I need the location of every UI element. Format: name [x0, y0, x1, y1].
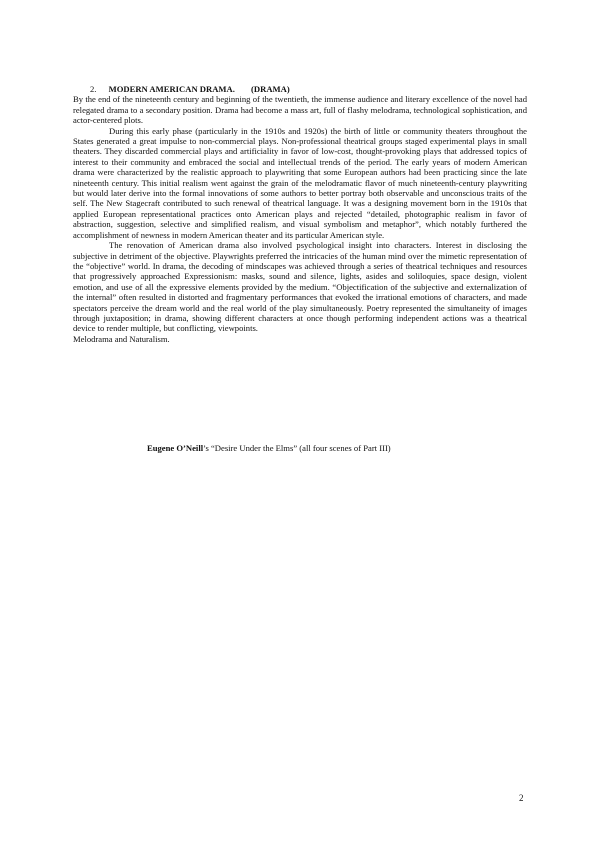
section-title: MODERN AMERICAN DRAMA.: [108, 84, 235, 94]
page-number: 2: [519, 793, 524, 803]
reading-author: Eugene O’Neill: [147, 443, 204, 453]
section-number: 2.: [90, 84, 97, 94]
document-body: [73, 84, 527, 344]
section-subtitle: (DRAMA): [251, 84, 290, 94]
section-heading: [90, 84, 527, 94]
closing-line: Melodrama and Naturalism.: [73, 333, 170, 344]
reading-title: ’s “Desire Under the Elms” (all four scenes of Part III): [203, 443, 391, 453]
paragraph-renovation: The renovation of American drama also involved psychological insight into characters. Interest in disclosing the subjective in detriment of the objective. Playwrights preferred the intricacies of the human mind over the mimetic representation of the “objective” world. In drama, the decoding of mindscapes was achieved through a series of theatrical techniques and resources that progressively approached Expressionism: masks, sound and silence, lights, asides and soliloquies, space design, violent emotion, and use of all the expressive elements provided by the medium. “Objectification of the subjective and externalization of the internal” often resulted in distorted and fragmentary performances that evoked the irrational emotions of characters, and made spectators perceive the dream world and the real world of the play simultaneously. Poetry represented the simultaneity of images through juxtaposition; in drama, showing different characters at once though performing independent actions was a theatrical device to render multiple, but conflicting, viewpoints.: [73, 240, 527, 334]
reading-assignment: [147, 443, 391, 453]
paragraph-intro: By the end of the nineteenth century and beginning of the twentieth, the immense audience and literary excellence of the novel had relegated drama to a secondary position. Drama had become a mass art, full of flashy melodrama, technological sophistication, and actor-centered plots.: [73, 94, 527, 126]
paragraph-early-phase: During this early phase (particularly in the 1910s and 1920s) the birth of little or community theaters throughout the States generated a great impulse to non-commercial plays. Non-professional theatrical groups staged experimental plays in small theaters. They discarded commercial plays and artificiality in favor of low-cost, thought-provoking plays that addressed topics of interest to their community and embraced the social and intellectual trends of the period. The early years of modern American drama were characterized by the realistic approach to playwriting that some European authors had been practicing since the late nineteenth century. This initial realism went against the grain of the melodramatic flavor of much nineteenth-century playwriting but would later derive into the formal innovations of some authors to better portray both observable and unconscious traits of the self. The New Stagecraft contributed to such renewal of theatrical language. It was a designing movement born in the 1910s that applied European representational practices onto American plays and rejected “detailed, photographic realism in favor of abstraction, suggestion, selective and simplified realism, and visual symbolism and metaphor”, which notably furthered the accomplishment of newness in modern American theater and its particular American style.: [73, 125, 527, 240]
